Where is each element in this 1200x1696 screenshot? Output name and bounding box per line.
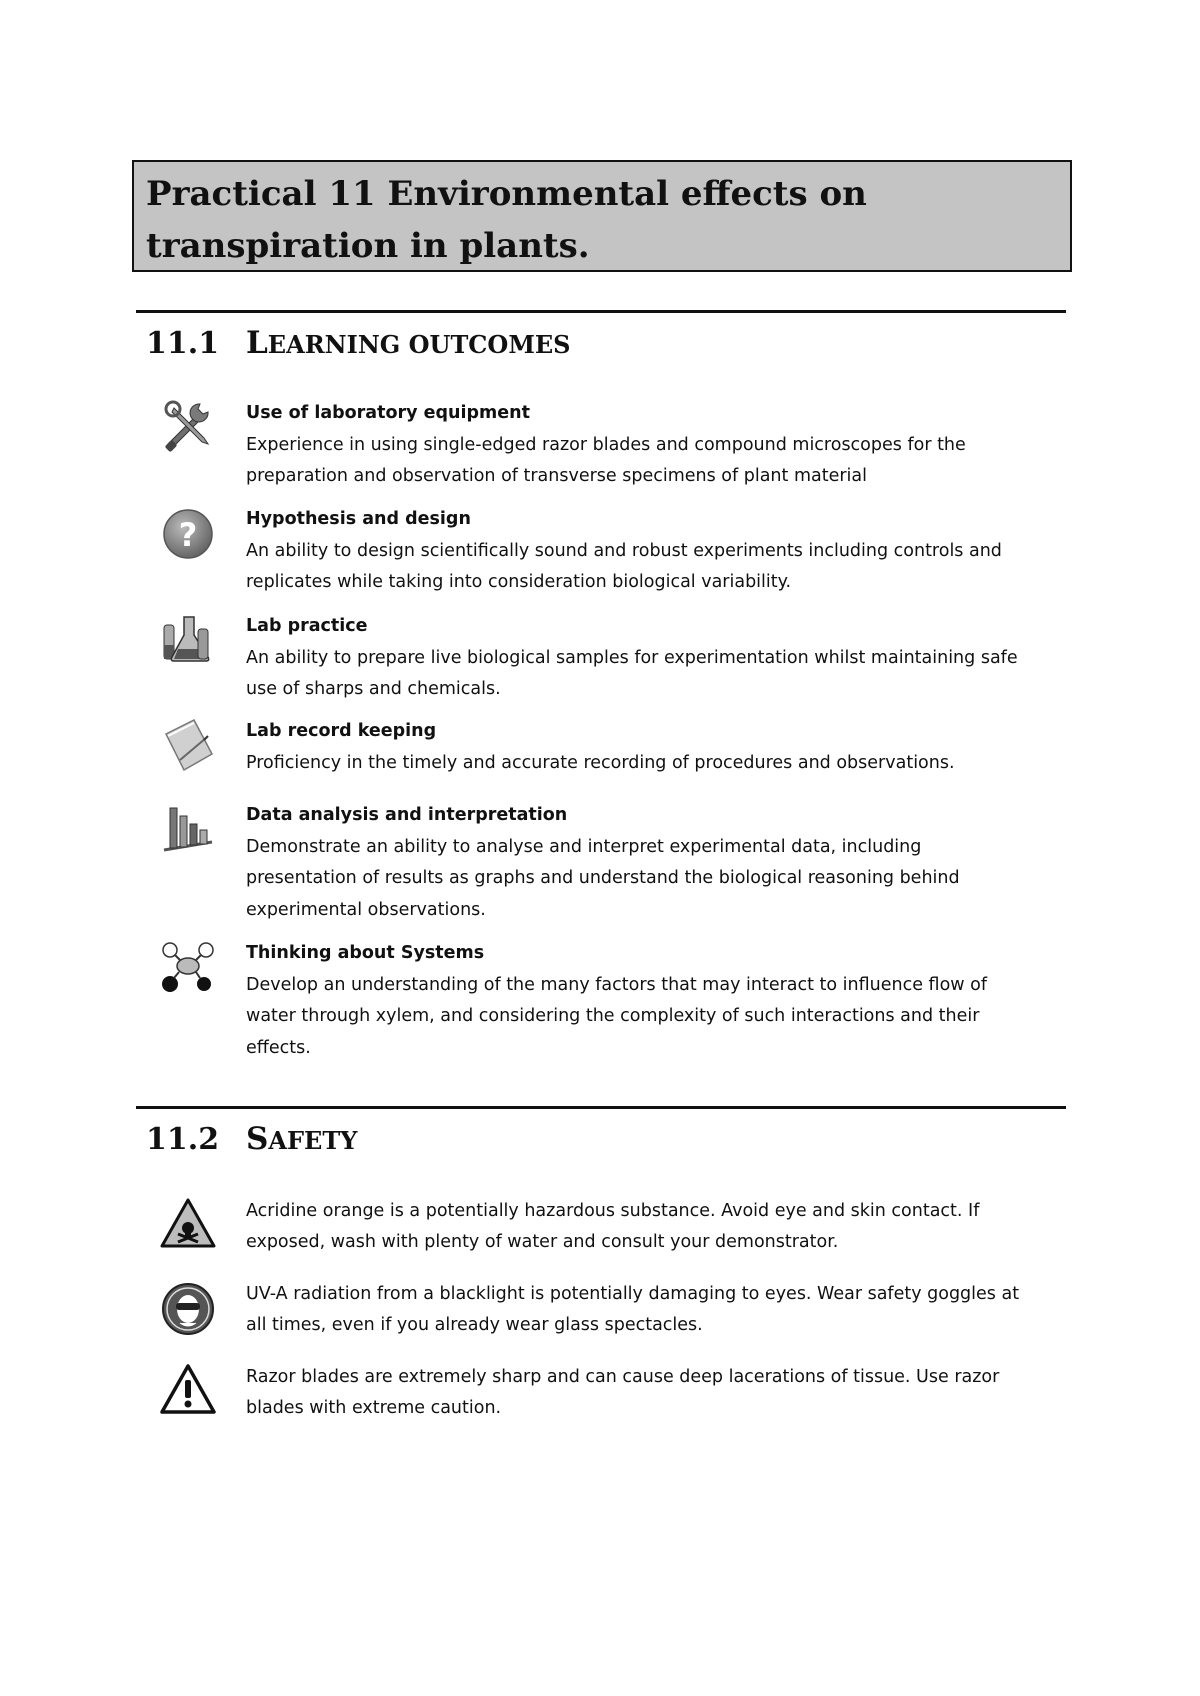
outcome-text-line: An ability to prepare live biological samples for experimentation whilst maintaining safe bbox=[246, 647, 1018, 668]
outcome-text-line: water through xylem, and considering the complexity of such interactions and their bbox=[246, 1006, 980, 1026]
outcome-text-line: Demonstrate an ability to analyse and interpret experimental data, including bbox=[246, 836, 922, 857]
tools-icon bbox=[160, 398, 216, 454]
outcome-text-line: Develop an understanding of the many factors that may interact to influence flow of bbox=[246, 974, 988, 995]
section-divider bbox=[136, 1106, 1066, 1109]
outcome-title: Hypothesis and design bbox=[246, 509, 471, 529]
safety-text-line: blades with extreme caution. bbox=[246, 1398, 502, 1418]
bar-chart-icon bbox=[160, 800, 216, 856]
section-number: 11.2 bbox=[146, 1122, 220, 1157]
safety-text-line: all times, even if you already wear glass spectacles. bbox=[246, 1315, 703, 1335]
section-heading bbox=[146, 1121, 1066, 1157]
network-icon bbox=[160, 938, 216, 994]
page-title bbox=[146, 168, 1060, 272]
outcome-title: Thinking about Systems bbox=[246, 943, 485, 963]
section-safety bbox=[140, 1106, 1066, 1157]
svg-text:?: ? bbox=[178, 516, 198, 554]
outcome-title: Use of laboratory equipment bbox=[246, 403, 530, 423]
heading-rest: EARNING OUTCOMES bbox=[267, 330, 571, 359]
heading-initial: L bbox=[246, 325, 268, 361]
outcome-text-line: Experience in using single-edged razor blades and compound microscopes for the bbox=[246, 434, 966, 455]
flask-icon bbox=[160, 611, 216, 667]
question-icon bbox=[160, 504, 216, 560]
safety-text-line: Acridine orange is a potentially hazardous substance. Avoid eye and skin contact. If bbox=[246, 1201, 980, 1221]
heading-rest: AFETY bbox=[268, 1126, 358, 1155]
title-line-1: Practical 11 Environmental effects on bbox=[146, 174, 867, 214]
section-number: 11.1 bbox=[146, 326, 220, 361]
outcome-title: Lab practice bbox=[246, 616, 368, 636]
heading-initial: S bbox=[246, 1121, 269, 1157]
practical-title-box bbox=[132, 160, 1072, 272]
outcome-text-line: preparation and observation of transverse specimens of plant material bbox=[246, 466, 867, 486]
outcome-text-line: An ability to design scientifically sound and robust experiments including controls and bbox=[246, 540, 1002, 561]
outcome-text-line: experimental observations. bbox=[246, 899, 486, 920]
outcome-text-line: presentation of results as graphs and understand the biological reasoning behind bbox=[246, 868, 960, 888]
outcome-text-line: effects. bbox=[246, 1037, 311, 1058]
outcome-text-line: replicates while taking into consideration biological variability. bbox=[246, 572, 792, 592]
title-line-2: transpiration in plants. bbox=[146, 226, 590, 266]
outcome-title: Lab record keeping bbox=[246, 721, 437, 741]
warning-icon bbox=[160, 1362, 216, 1418]
toxic-hazard-icon bbox=[160, 1196, 216, 1252]
section-divider bbox=[136, 310, 1066, 313]
outcome-title: Data analysis and interpretation bbox=[246, 805, 568, 825]
safety-text-line: Razor blades are extremely sharp and can cause deep lacerations of tissue. Use razor bbox=[246, 1367, 1000, 1387]
safety-text-line: exposed, wash with plenty of water and consult your demonstrator. bbox=[246, 1232, 839, 1252]
goggles-icon bbox=[160, 1279, 216, 1335]
outcome-text-line: Proficiency in the timely and accurate recording of procedures and observations. bbox=[246, 752, 955, 773]
section-heading bbox=[146, 325, 1066, 361]
section-learning-outcomes bbox=[140, 310, 1066, 361]
safety-text-line: UV-A radiation from a blacklight is potentially damaging to eyes. Wear safety goggles at bbox=[246, 1284, 1020, 1304]
notepad-icon bbox=[160, 716, 216, 772]
outcome-text-line: use of sharps and chemicals. bbox=[246, 679, 501, 699]
